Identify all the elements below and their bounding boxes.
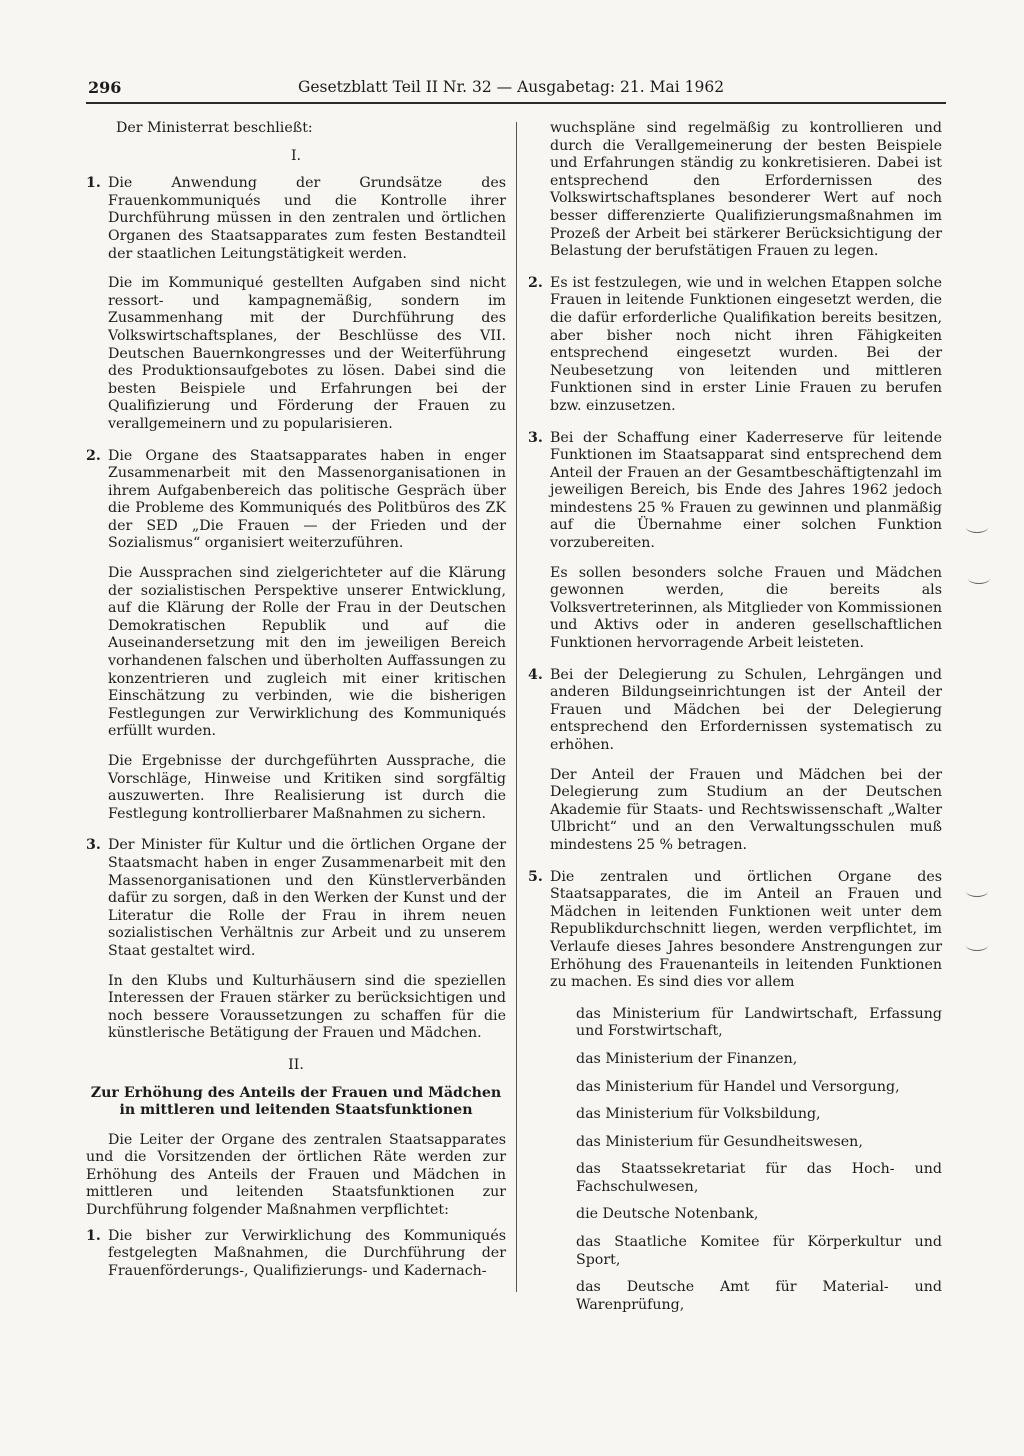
intro-line: Der Ministerrat beschließt: [116,120,313,136]
right-item-4 [528,667,942,855]
item-number: 1. [86,175,101,192]
paragraph: Die Ergebnisse der durchgeführten Aussprache, die Vorschläge, Hinweise und Kritiken sind sorgfältig auszuwerten. Ihre Realisierung ist durch die Festlegung kontrollierbarer Maßnahmen zu sichern. [108,753,506,822]
item-number: 1. [86,1227,101,1244]
left-column [86,120,506,1294]
list-item: das Staatliche Komitee für Körperkultur und Sport, [576,1234,942,1268]
paragraph: Die bisher zur Verwirklichung des Kommuniqués festgelegten Maßnahmen, die Durchführung der Frauenförderungs-, Qualifizierungs- und Kadernach- [108,1227,506,1279]
item-number: 4. [528,666,543,683]
list-item: das Ministerium für Gesundheitswesen, [576,1133,863,1150]
list-item: die Deutsche Notenbank, [576,1206,759,1223]
paragraph: Der Anteil der Frauen und Mädchen bei der Delegierung zum Studium an der Deutschen Akademie für Staats- und Rechtswissenschaft „Walter Ulbricht“ und an den Verwaltungsschulen muß mindestens 25 % betragen. [550,766,942,853]
right-item-2 [528,275,942,416]
margin-mark [966,522,988,533]
right-column [528,120,942,1324]
list-item: das Ministerium der Finanzen, [576,1050,798,1067]
section-number-I: I. [290,147,302,164]
page-number: 296 [88,78,122,97]
paragraph: Bei der Schaffung einer Kaderreserve für leitende Funktionen im Staatsapparat sind entsprechend dem Anteil der Frauen an der Gesamtbeschäftigtenzahl im jeweiligen Bereich, bis Ende des Jahres 1962 jedoch mindestens 25 % Frauen zu gewinnen und planmäßig auf die Übernahme einer solchen Funktion vorzubereiten. [550,429,942,552]
paragraph: Die zentralen und örtlichen Organe des Staatsapparates, die im Anteil an Frauen und Mädchen in leitenden Funktionen weit unter dem Republikdurchschnitt liegen, werden verpflichtet, im Verlaufe dieses Jahres besondere Anstrengungen zur Erhöhung des Frauenanteils in leitenden Funktionen zu machen. Es sind dies vor allem [550,868,942,991]
list-item: das Deutsche Amt für Material- und Warenprüfung, [576,1279,942,1313]
ministry-list [528,1006,942,1315]
item-number: 5. [528,868,543,885]
paragraph: Die Aussprachen sind zielgerichteter auf die Klärung der sozialistischen Perspektive unserer Entwicklung, auf die Klärung der Rolle der Frau in der Deutschen Demokratischen Republik und auf die Auseinandersetzung mit den im jeweiligen Bereich vorhandenen falschen und überholten Auffassungen zu konzentrieren und zugleich mit einer kritischen Einschätzung zu verbinden, wie die bisherigen Festlegungen zur Verwirklichung des Kommuniqués erfüllt wurden. [108,565,506,740]
section-number-II: II. [288,1056,304,1073]
paragraph: In den Klubs und Kulturhäusern sind die speziellen Interessen der Frauen stärker zu berücksichtigen und noch bessere Voraussetzungen zu schaffen für die künstlerische Betätigung der Frauen und Mädchen. [108,972,506,1042]
column-divider [516,122,517,1292]
margin-mark [968,573,990,584]
right-item-5 [528,869,942,992]
section-heading: Zur Erhöhung des Anteils der Frauen und Mädchen in mittleren und leitenden Staatsfunktionen [90,1084,502,1119]
paragraph: Bei der Delegierung zu Schulen, Lehrgängen und anderen Bildungseinrichtungen ist der Anteil der Frauen und Mädchen bei der Delegierung entsprechend den Erfordernissen systematisch zu erhöhen. [550,666,942,753]
continued-paragraph: wuchspläne sind regelmäßig zu kontrollieren und durch die Verallgemeinerung der besten Beispiele und Erfahrungen ständig zu konkretisieren. Dabei ist entsprechend den Erfordernissen des Volkswirtschaftsplanes besonderer Wert auf noch besser differenzierte Qualifizierungsmaßnahmen im Prozeß der Arbeit bei stärkerer Berücksichtigung der Belastung der berufstätigen Frauen zu legen. [550,120,942,260]
item-number: 2. [528,274,543,291]
paragraph: Es sollen besonders solche Frauen und Mädchen gewonnen werden, die bereits als Volksvertreterinnen, als Mitglieder von Kommissionen und Aktivs oder in anderen gesellschaftlichen Funktionen hervorragende Arbeit leisteten. [550,564,942,652]
list-item: das Staatssekretariat für das Hoch- und Fachschulwesen, [576,1161,942,1195]
section-intro: Die Leiter der Organe des zentralen Staatsapparates und die Vorsitzenden der örtlichen Räte werden zur Erhöhung des Anteils der Frauen und Mädchen in mittleren und leitenden Staatsfunktionen zur Durchführung folgender Maßnahmen verpflichtet: [86,1131,506,1219]
paragraph: Die Organe des Staatsapparates haben in enger Zusammenarbeit mit den Massenorganisationen in ihrem Aufgabenbereich das politische Gespräch über die Probleme des Kommuniqués des Politbüros des ZK der SED „Die Frauen — der Frieden und der Sozialismus“ organisiert weiterzuführen. [108,447,506,552]
section2-item-1 [86,1228,506,1281]
paragraph: Es ist festzulegen, wie und in welchen Etappen solche Frauen in leitende Funktionen eingesetzt werden, die die dafür erforderliche Qualifikation bereits besitzen, aber bisher noch nicht ihren Fähigkeiten entsprechend eingesetzt wurden. Bei der Neubesetzung von leitenden und mittleren Funktionen sind in erster Linie Frauen zu berufen bzw. einzusetzen. [550,274,942,414]
item-number: 2. [86,447,101,464]
item-number: 3. [86,837,101,854]
margin-mark [966,886,988,897]
paragraph: Die im Kommuniqué gestellten Aufgaben sind nicht ressort- und kampagnemäßig, sondern im Zusammenhang mit der Durchführung des Volkswirtschaftsplanes, der Beschlüsse des VII. Deutschen Bauernkongresses und der Weiterführung des Produktionsaufgebotes zu lösen. Dabei sind die besten Beispiele und Erfahrungen bei der Qualifizierung und Förderung der Frauen zu verallgemeinern und zu popularisieren. [108,275,506,432]
paragraph: Der Minister für Kultur und die örtlichen Organe der Staatsmacht haben in enger Zusammenarbeit mit den Massenorganisationen und den Künstlerverbänden dafür zu sorgen, daß in den Werken der Kunst und der Literatur die Rolle der Frau in ihrem neuen sozialistischen Verhältnis zur Arbeit und zu unserem Staat gestaltet wird. [108,837,506,959]
paragraph: Die Anwendung der Grundsätze des Frauenkommuniqués und die Kontrolle ihrer Durchführung müssen in den zentralen und örtlichen Organen des Staatsapparates zum festen Bestandteil der staatlichen Leitungstätigkeit werden. [108,175,506,262]
list-item: das Ministerium für Volksbildung, [576,1106,821,1123]
left-item-2 [86,448,506,824]
list-item: das Ministerium für Landwirtschaft, Erfassung und Forstwirtschaft, [576,1005,942,1040]
margin-mark [966,940,988,951]
item-number: 3. [528,429,543,446]
left-item-1 [86,175,506,433]
left-item-3 [86,837,506,1043]
running-head: Gesetzblatt Teil II Nr. 32 — Ausgabetag: 21. Mai 1962 [298,78,725,96]
list-item: das Ministerium für Handel und Versorgung, [576,1078,900,1095]
page-header [86,78,946,104]
right-item-3 [528,430,942,653]
